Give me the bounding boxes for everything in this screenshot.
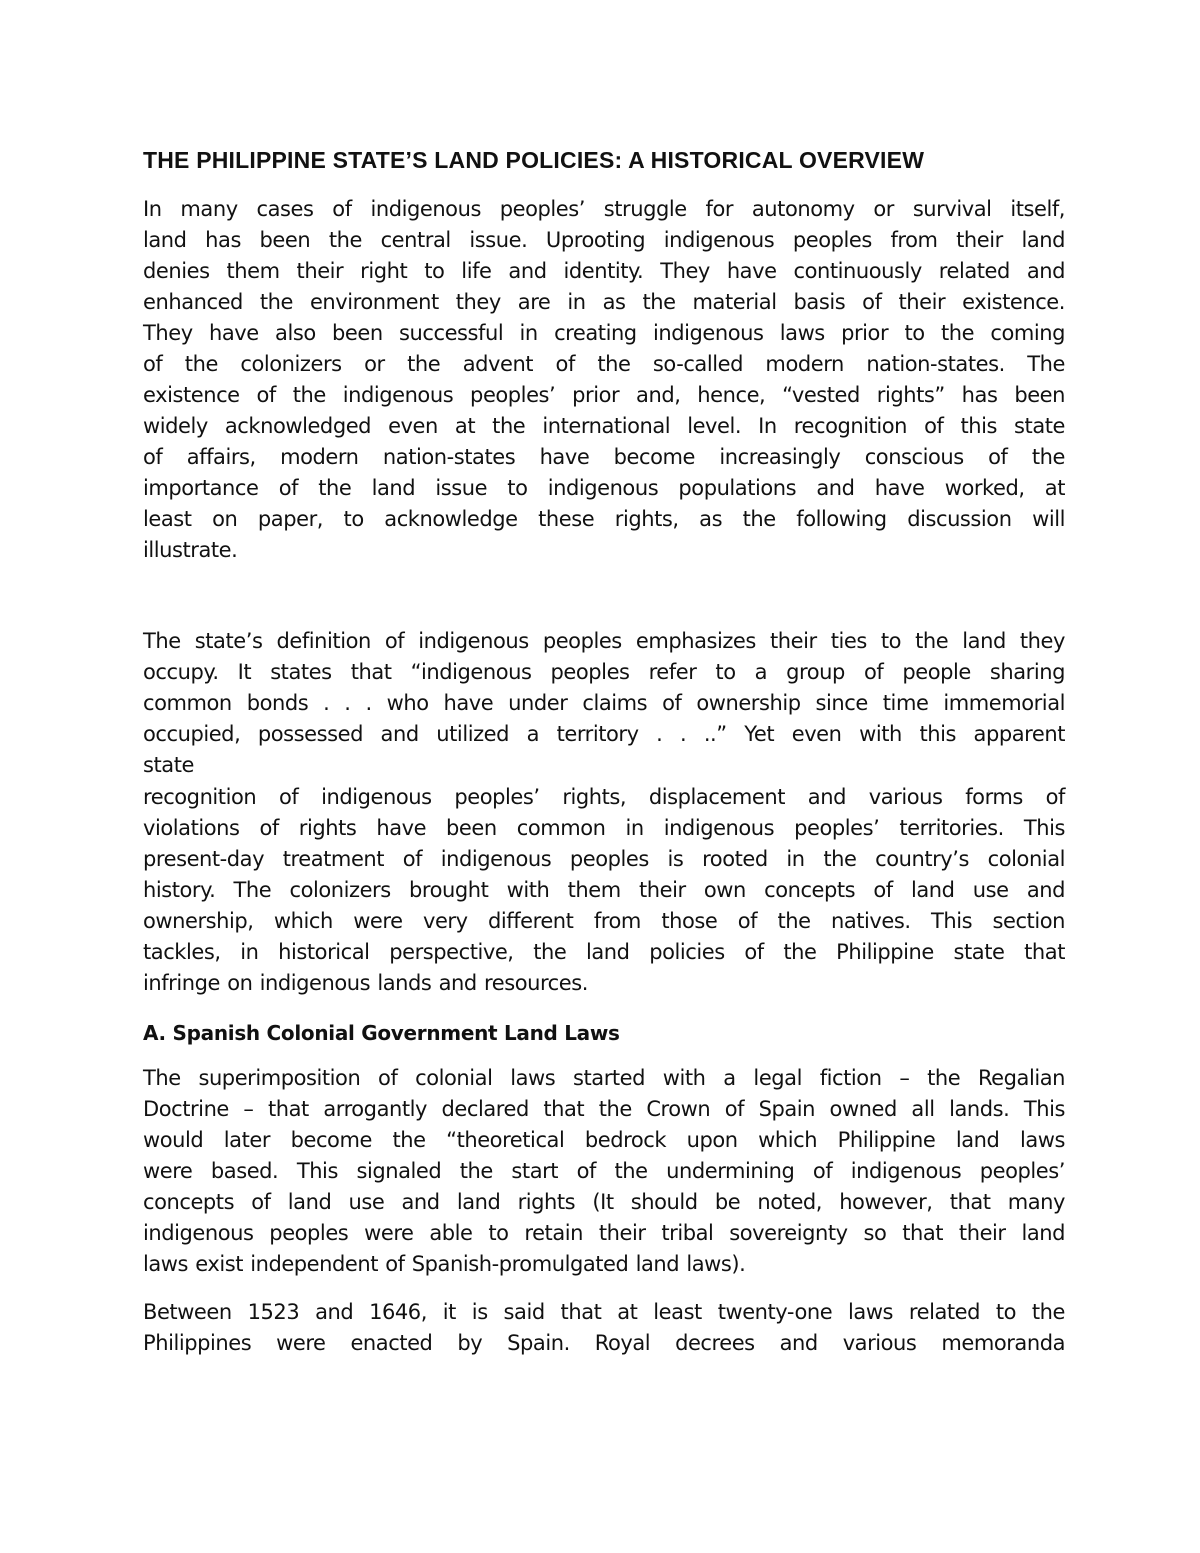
text-line: existence of the indigenous peoples’ prior and, hence, “vested rights” has been (143, 383, 1065, 407)
text-line: widely acknowledged even at the international level. In recognition of this state (143, 414, 1065, 438)
text-line: occupy. It states that “indigenous peoples refer to a group of people sharing (143, 660, 1065, 684)
text-line: of the colonizers or the advent of the so-called modern nation-states. The (143, 352, 1065, 376)
text-line: common bonds . . . who have under claims of ownership since time immemorial (143, 691, 1065, 715)
text-line: Doctrine – that arrogantly declared that the Crown of Spain owned all lands. This (143, 1097, 1065, 1121)
text-line: ownership, which were very different from those of the natives. This section (143, 909, 1065, 933)
text-line: denies them their right to life and identity. They have continuously related and (143, 259, 1065, 283)
text-line: Between 1523 and 1646, it is said that at least twenty-one laws related to the (143, 1300, 1065, 1324)
text-line: enhanced the environment they are in as the material basis of their existence. (143, 290, 1065, 314)
paragraph-intro (143, 194, 1065, 566)
paragraph-recognition (143, 782, 1065, 999)
text-line: indigenous peoples were able to retain their tribal sovereignty so that their land (143, 1221, 1065, 1245)
text-line: of affairs, modern nation-states have become increasingly conscious of the (143, 445, 1065, 469)
section-heading: A. Spanish Colonial Government Land Laws (143, 1021, 620, 1045)
text-line: occupied, possessed and utilized a territory . . ..” Yet even with this apparent (143, 722, 1065, 746)
text-line: illustrate. (143, 538, 238, 562)
text-line: history. The colonizers brought with them their own concepts of land use and (143, 878, 1065, 902)
text-line: In many cases of indigenous peoples’ struggle for autonomy or survival itself, (143, 197, 1065, 221)
text-line: importance of the land issue to indigenous populations and have worked, at (143, 476, 1065, 500)
text-line: least on paper, to acknowledge these rights, as the following discussion will (143, 507, 1065, 531)
text-line: were based. This signaled the start of the undermining of indigenous peoples’ (143, 1159, 1065, 1183)
paragraph-regalian-doctrine (143, 1063, 1065, 1280)
text-line: would later become the “theoretical bedrock upon which Philippine land laws (143, 1128, 1065, 1152)
text-line: violations of rights have been common in indigenous peoples’ territories. This (143, 816, 1065, 840)
text-line: laws exist independent of Spanish-promulgated land laws). (143, 1252, 746, 1276)
text-line: Philippines were enacted by Spain. Royal decrees and various memoranda (143, 1331, 1065, 1355)
text-line: present-day treatment of indigenous peoples is rooted in the country’s colonial (143, 847, 1065, 871)
text-line: land has been the central issue. Uprooting indigenous peoples from their land (143, 228, 1065, 252)
text-line: The superimposition of colonial laws started with a legal fiction – the Regalian (143, 1066, 1065, 1090)
document-title: THE PHILIPPINE STATE’S LAND POLICIES: A HISTORICAL OVERVIEW (143, 147, 925, 173)
text-line: tackles, in historical perspective, the land policies of the Philippine state that (143, 940, 1065, 964)
text-line: The state’s definition of indigenous peoples emphasizes their ties to the land they (143, 629, 1065, 653)
text-line: infringe on indigenous lands and resources. (143, 971, 588, 995)
paragraph-state-definition (143, 626, 1065, 781)
text-line: They have also been successful in creating indigenous laws prior to the coming (143, 321, 1065, 345)
paragraph-spanish-laws (143, 1297, 1065, 1359)
text-line: recognition of indigenous peoples’ rights, displacement and various forms of (143, 785, 1065, 809)
text-line: concepts of land use and land rights (It should be noted, however, that many (143, 1190, 1065, 1214)
text-line: state (143, 753, 194, 777)
